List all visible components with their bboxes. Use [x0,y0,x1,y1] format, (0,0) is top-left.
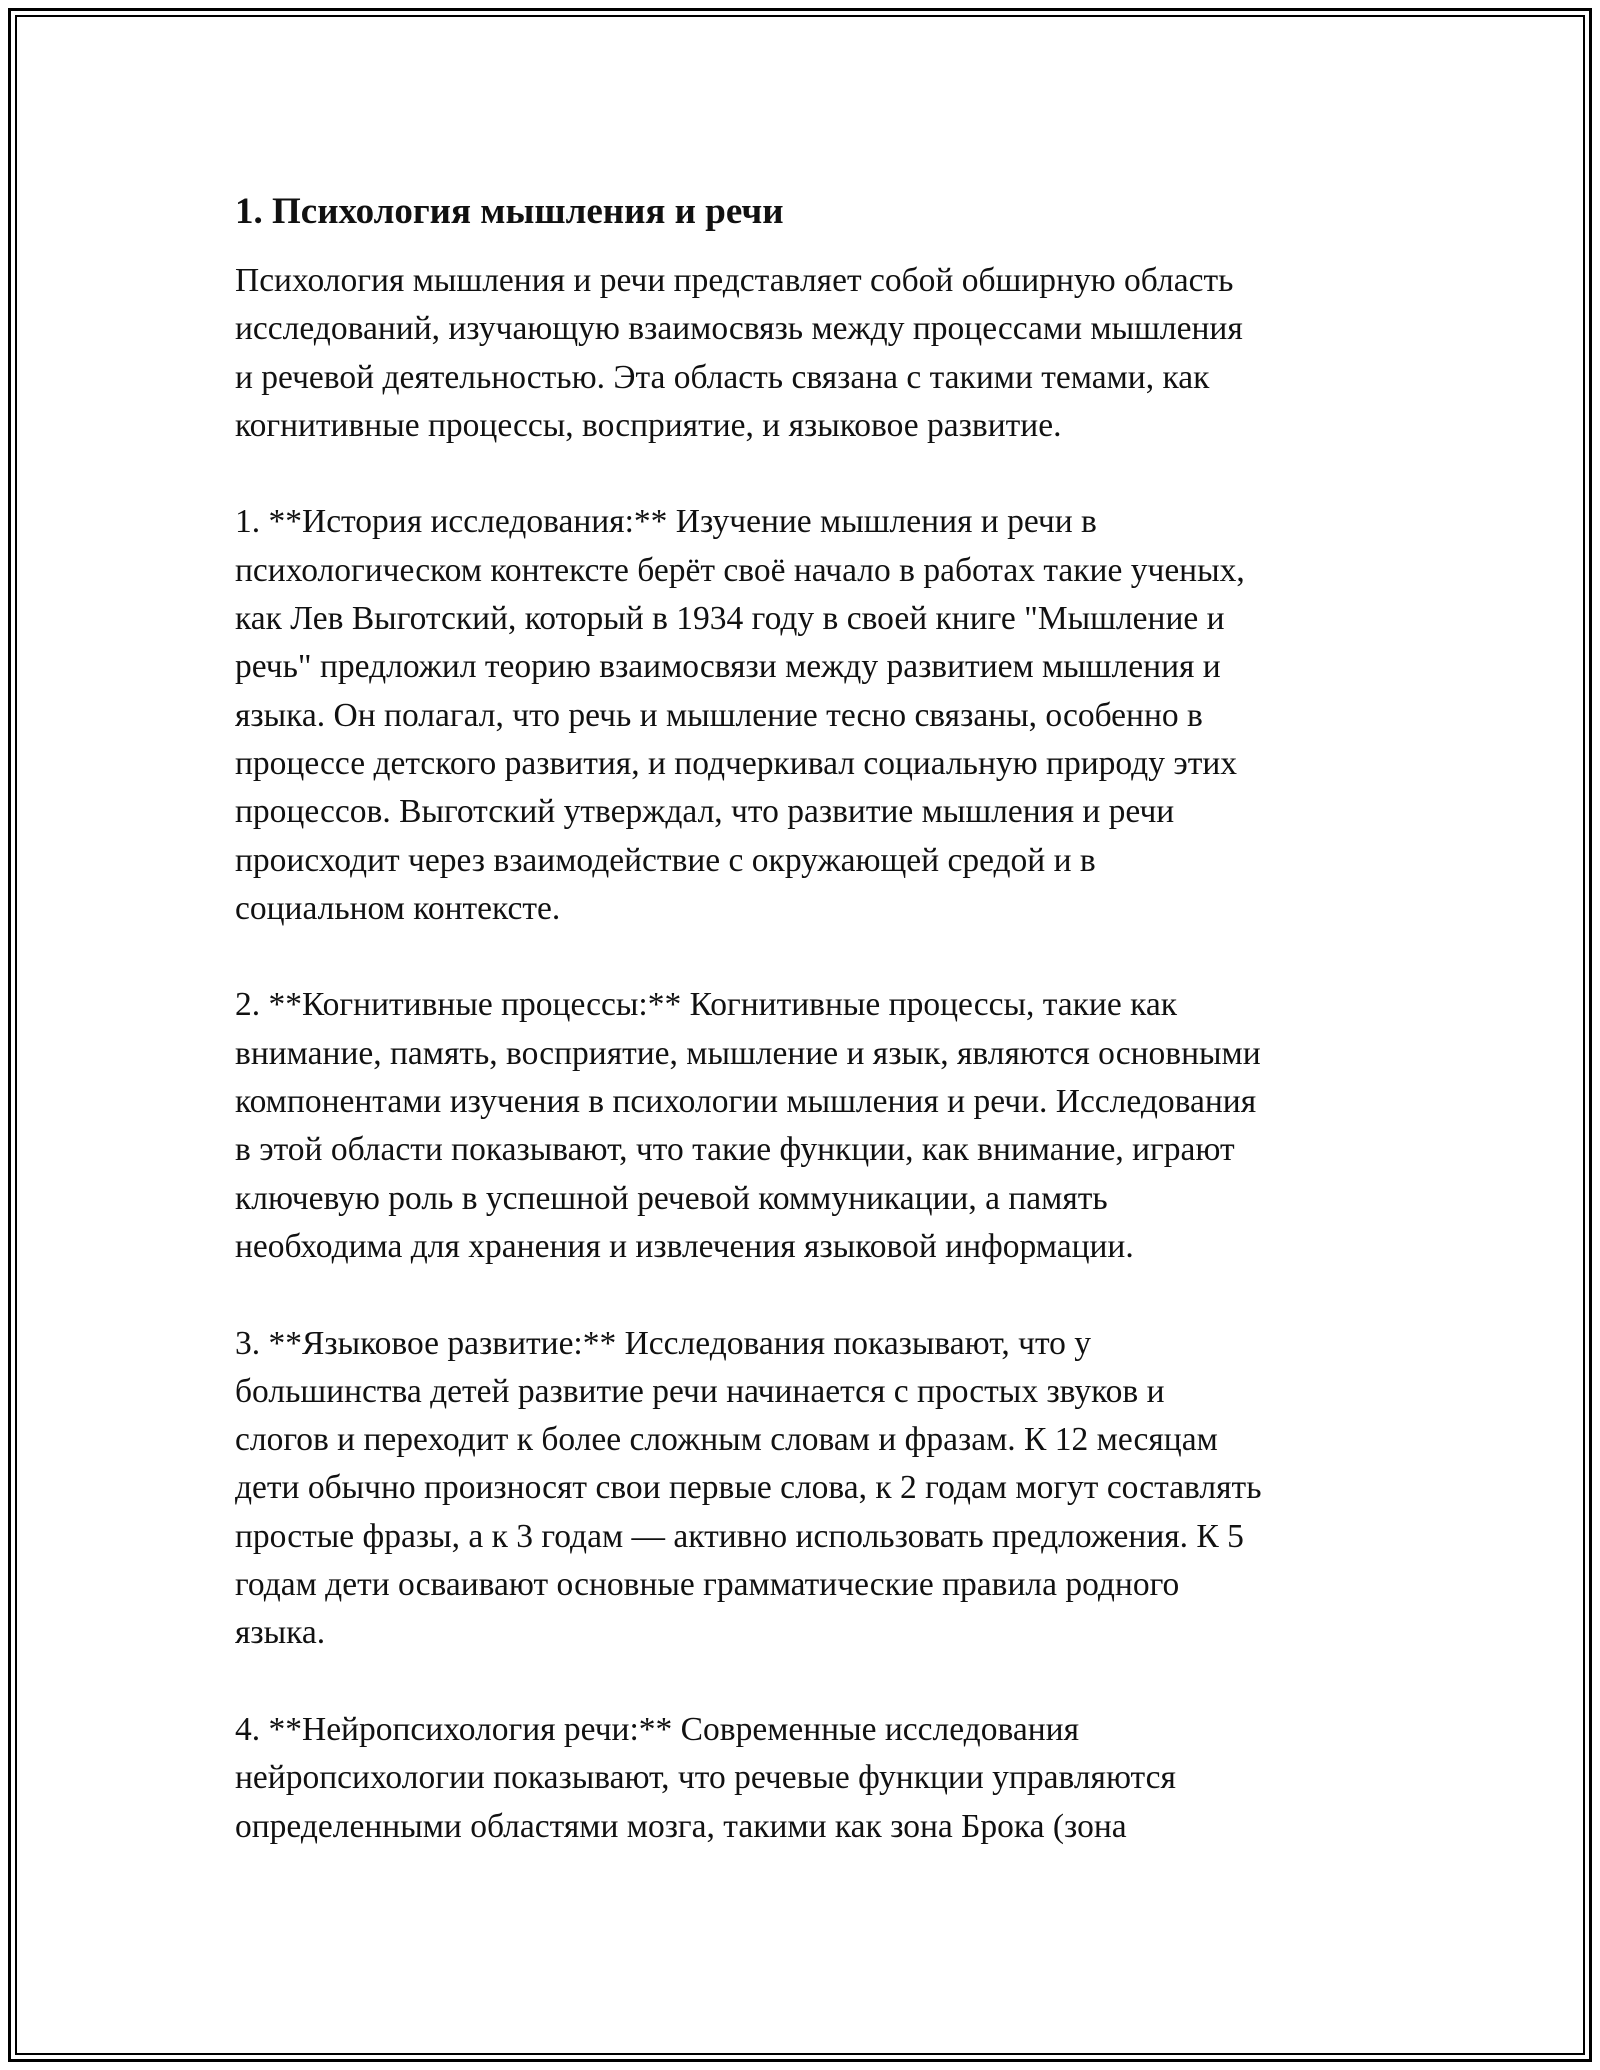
section-heading: 1. Психология мышления и речи [235,191,784,232]
paragraph-speech-neuropsychology: 4. **Нейропсихология речи:** Современные исследования нейропсихологии показывают, что речевые функции управляются определенными областями мозга, такими как зона Брока (зона [235,1710,1176,1845]
paragraph-cognitive-processes: 2. **Когнитивные процессы:** Когнитивные процессы, такие как внимание, память, восприятие, мышление и язык, являются основными компонентами изучения в психологии мышления и речи. Исследования в этой области показывают, что такие функции, как внимание, играют ключевую роль в успешной речевой коммуникации, а память необходима для хранения и извлечения языковой информации. [235,986,1261,1265]
paragraph-research-history: 1. **История исследования:** Изучение мышления и речи в психологическом контексте берёт своё начало в работах такие ученых, как Лев Выготский, который в 1934 году в своей книге "Мышление и речь" предложил теорию взаимосвязи между развитием мышления и языка. Он полагал, что речь и мышление тесно связаны, особенно в процессе детского развития, и подчеркивал социальную природу этих процессов. Выготский утверждал, что развитие мышления и речи происходит через взаимодействие с окружающей средой и в социальном контексте. [235,503,1245,927]
paragraph-language-development: 3. **Языковое развитие:** Исследования показывают, что у большинства детей развитие речи начинается с простых звуков и слогов и переходит к более сложным словам и фразам. К 12 месяцам дети обычно произносят свои первые слова, к 2 годам могут составлять простые фразы, а к 3 годам — активно использовать предложения. К 5 годам дети осваивают основные грамматические правила родного языка. [235,1324,1262,1652]
document-body [235,188,1375,1899]
intro-paragraph: Психология мышления и речи представляет собой обширную область исследований, изучающую взаимосвязь между процессами мышления и речевой деятельностью. Эта область связана с такими темами, как когнитивные процессы, восприятие, и языковое развитие. [235,262,1243,444]
